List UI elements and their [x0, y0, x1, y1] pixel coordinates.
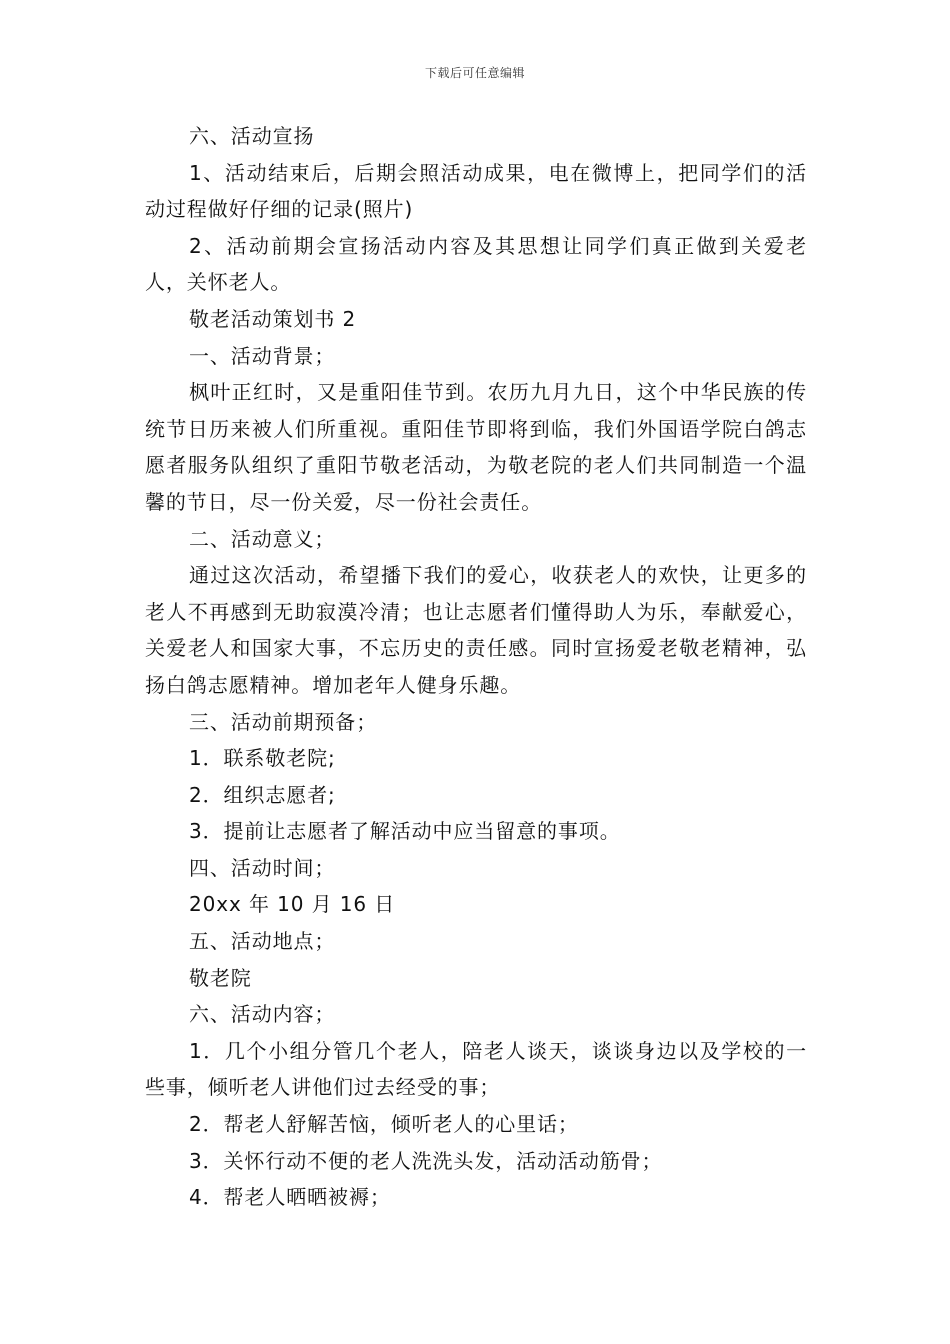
plan-title: 敬老活动策划书 2 — [189, 306, 357, 331]
preparation-item-1: 1．联系敬老院; — [189, 746, 336, 771]
preparation-item-2: 2．组织志愿者; — [189, 782, 336, 807]
activity-date: 20xx 年 10 月 16 日 — [189, 892, 396, 917]
section-heading-time: 四、活动时间； — [189, 855, 336, 880]
header-note: 下载后可任意编辑 — [424, 66, 525, 80]
activity-location: 敬老院 — [189, 965, 252, 990]
section-heading-preparation: 三、活动前期预备； — [189, 709, 378, 734]
content-item-2: 2．帮老人舒解苦恼，倾听老人的心里话； — [189, 1112, 579, 1137]
preparation-item-3: 3．提前让志愿者了解活动中应当留意的事项。 — [189, 819, 621, 844]
document-body — [145, 118, 807, 1216]
significance-paragraph: 通过这次活动，希望播下我们的爱心，收获老人的欢快，让更多的老人不再感到无助寂漠冷清；也让志愿者们懂得助人为乐，奉献爱心，关爱老人和国家大事，不忘历史的责任感。同时宣扬爱老敬老精神，弘扬白鸽志愿精神。增加老年人健身乐趣。 — [145, 563, 807, 697]
publicity-item-1: 1、活动结束后，后期会照活动成果，电在微博上，把同学们的活动过程做好仔细的记录(照片) — [145, 160, 807, 222]
content-item-3: 3．关怀行动不便的老人洗洗头发，活动活动筋骨； — [189, 1148, 663, 1173]
section-heading-significance: 二、活动意义； — [189, 526, 336, 551]
publicity-item-2: 2、活动前期会宣扬活动内容及其思想让同学们真正做到关爱老人，关怀老人。 — [145, 233, 807, 295]
section-heading-publicity: 六、活动宣扬 — [189, 124, 315, 148]
background-paragraph: 枫叶正红时，又是重阳佳节到。农历九月九日，这个中华民族的传统节日历来被人们所重视。重阳佳节即将到临，我们外国语学院白鸽志愿者服务队组织了重阳节敬老活动，为敬老院的老人们共同制造一个温馨的节日，尽一份关爱，尽一份社会责任。 — [145, 380, 807, 514]
section-heading-content: 六、活动内容； — [189, 1002, 336, 1027]
section-heading-location: 五、活动地点； — [189, 929, 336, 954]
content-item-4: 4．帮老人晒晒被褥； — [189, 1185, 391, 1210]
section-heading-background: 一、活动背景； — [189, 343, 336, 368]
content-item-1: 1．几个小组分管几个老人，陪老人谈天，谈谈身边以及学校的一些事，倾听老人讲他们过去经受的事； — [145, 1038, 807, 1100]
